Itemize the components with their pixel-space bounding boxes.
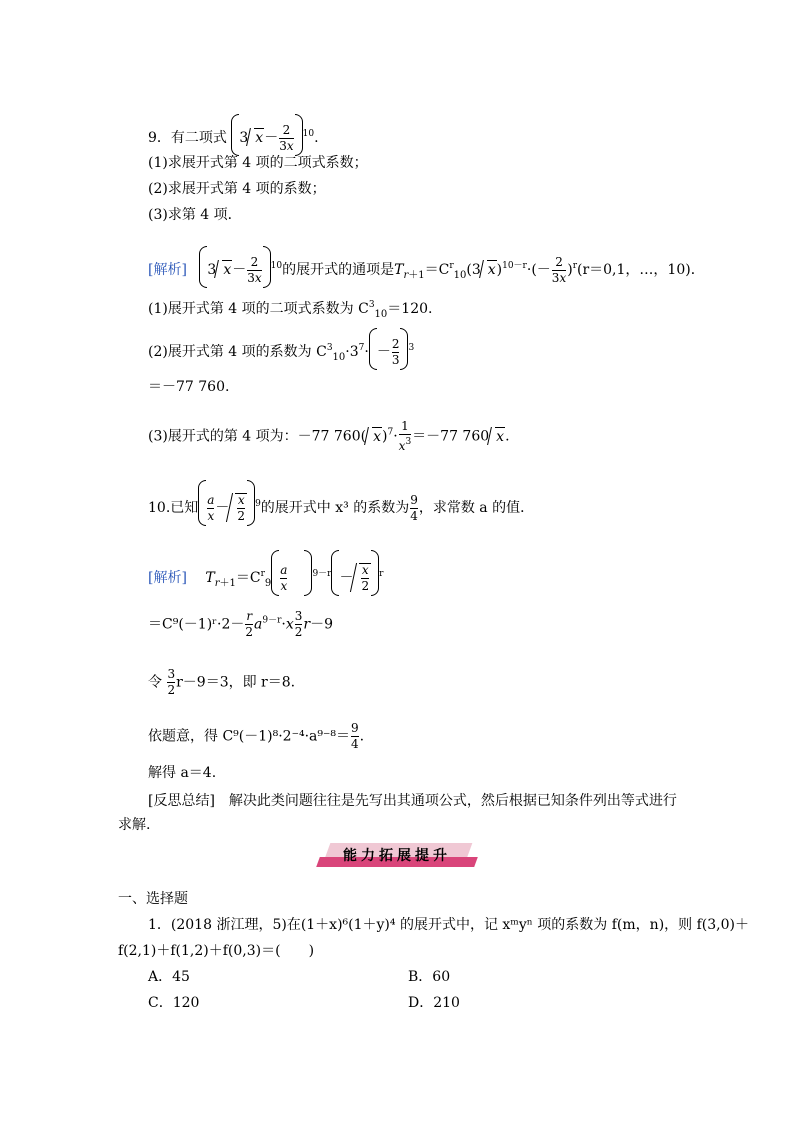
q1-option-b: B．60 <box>408 969 451 985</box>
sol9-a1: (1)展开式第 4 项的二项式系数为 $C^3_{10}=120$. <box>148 300 433 320</box>
reflection: [反思总结] 解决此类问题往往是先写出其通项公式，然后根据已知条件列出等式进行 <box>148 793 677 809</box>
sol10-step3: 令 $\frac{3}{2}$ r－9＝3，即 r＝8. <box>148 667 296 697</box>
analysis-tag-2: [解析] <box>148 570 187 586</box>
sol10-general: [解析] $T_{r+1}=C^r_9$ $\frac{a}{x}$ $^{9-r}$ － $\frac{x}{2}$ $^r$ <box>148 550 383 596</box>
q10-stem: 10.已知 $\frac{a}{x}$ － $\frac{x}{2}$ $^9$的展开式中 x³ 的系数为 $\frac{9}{4}$ ，求常数 a 的值． <box>148 480 534 526</box>
sol9-a2-result: ＝－77 760. <box>148 379 230 395</box>
section-banner: 能力拓展提升 <box>326 843 468 867</box>
q9-sub2: (2)求展开式第 4 项的系数； <box>148 181 326 197</box>
sol10-step4: 依题意，得 C⁹(－1)⁸·2⁻⁴·a⁹⁻⁸＝ $\frac{9}{4}$ . <box>148 721 365 751</box>
analysis-tag: [解析] <box>148 262 187 278</box>
q1-line2: f(2,1)＋f(1,2)＋f(0,3)＝( ) <box>118 943 315 959</box>
q9-sub3: (3)求第 4 项． <box>148 207 242 223</box>
q1-option-a: A．45 <box>148 969 190 985</box>
right-paren <box>295 114 303 156</box>
sol10-step2: ＝C⁹(－1)ʳ·2－ $\frac{r}{2}$ $a^{9-r}\cdot x$ $\frac{3}{2}$ r－9 <box>148 609 334 639</box>
q1-option-d: D．210 <box>408 995 460 1011</box>
q9-sub1: (1)求展开式第 4 项的二项式系数； <box>148 155 368 171</box>
section-heading: 一、选择题 <box>118 891 188 907</box>
q1-option-c: C．120 <box>148 995 200 1011</box>
q1-line1: 1．(2018 浙江理，5)在(1＋x)⁶(1＋y)⁴ 的展开式中，记 xᵐyⁿ 项的系数为 f(m，n)，则 f(3,0)＋ <box>148 917 749 933</box>
sol9-a3: (3)展开式的第 4 项为：－77 760( x)$^7$· $\frac{1}{x^3}$ ＝－77 760 x. <box>148 419 510 453</box>
sol10-step5: 解得 a＝4. <box>148 765 217 781</box>
reflection-cont: 求解. <box>118 817 151 833</box>
q9-stem: 9．有二项式 3 x－ $\frac{2}{3x}$ $^{10}$. <box>148 114 319 156</box>
sol9-a2: (2)展开式第 4 项的系数为 $C^3_{10}\cdot 3^7\cdot$ － $\frac{2}{3}$ $^3$ <box>148 328 414 370</box>
sol9-general: [解析] 3 x－ $\frac{2}{3x}$ $^{10}$的展开式的通项是$T_{r+1}=C^r_{10}(3$ x)$^{10-r}$·(－ $\frac{2}{3x}$ )$^r$(r＝0,1，…，10)． <box>148 246 705 288</box>
